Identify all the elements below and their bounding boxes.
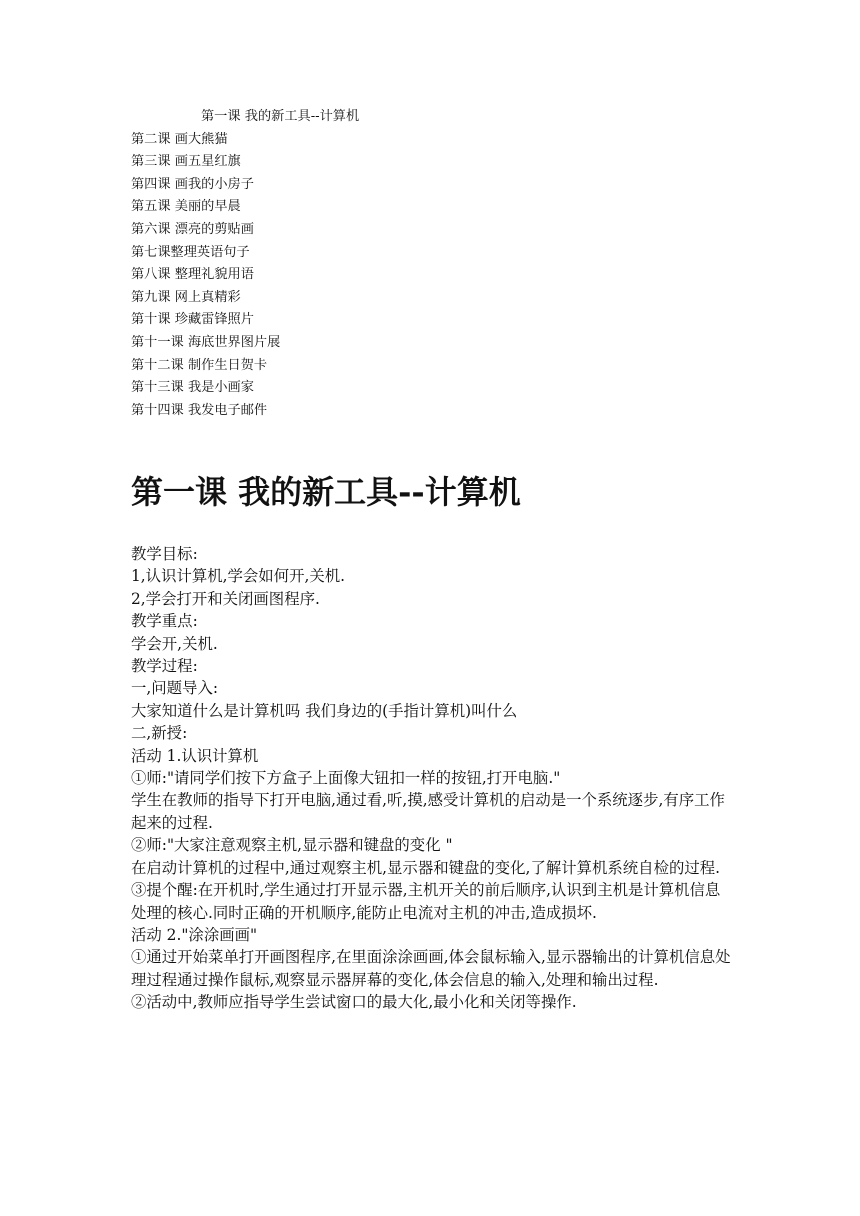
lesson-body <box>131 543 731 1014</box>
paragraph: ①通过开始菜单打开画图程序,在里面涂涂画画,体会鼠标输入,显示器输出的计算机信息处理过程通过操作鼠标,观察显示器屏幕的变化,体会信息的输入,处理和输出过程. <box>131 948 731 989</box>
toc-item: 第二课 画大熊猫 <box>131 131 228 147</box>
paragraph: 在启动计算机的过程中,通过观察主机,显示器和键盘的变化,了解计算机系统自检的过程. <box>131 858 721 877</box>
lesson-heading: 第一课 我的新工具--计算机 <box>131 473 521 511</box>
section-label-objectives: 教学目标: <box>131 545 198 563</box>
activity-heading: 活动 1.认识计算机 <box>131 746 259 765</box>
toc-item: 第十一课 海底世界图片展 <box>131 334 281 350</box>
toc-item: 第十四课 我发电子邮件 <box>131 402 268 418</box>
step-heading: 一,问题导入: <box>131 679 219 698</box>
toc-item: 第六课 漂亮的剪贴画 <box>131 221 254 237</box>
toc-item: 第七课整理英语句子 <box>131 244 250 260</box>
paragraph: 学生在教师的指导下打开电脑,通过看,听,摸,感受计算机的启动是一个系统逐步,有序工作起来的过程. <box>131 791 725 832</box>
toc-item: 第十课 珍藏雷锋照片 <box>131 312 254 328</box>
paragraph: ③提个醒:在开机时,学生通过打开显示器,主机开关的前后顺序,认识到主机是计算机信息处理的核心.同时正确的开机顺序,能防止电流对主机的冲击,造成损坏. <box>131 881 721 922</box>
table-of-contents <box>131 106 651 422</box>
activity-heading: 活动 2."涂涂画画" <box>131 925 258 944</box>
section-label-process: 教学过程: <box>131 657 198 676</box>
step-heading: 二,新授: <box>131 724 188 743</box>
toc-item: 第九课 网上真精彩 <box>131 289 241 305</box>
toc-item: 第十二课 制作生日贺卡 <box>131 357 268 373</box>
paragraph: ②活动中,教师应指导学生尝试窗口的最大化,最小化和关闭等操作. <box>131 993 577 1012</box>
objective-item: 1,认识计算机,学会如何开,关机. <box>131 567 346 586</box>
paragraph: 大家知道什么是计算机吗 我们身边的(手指计算机)叫什么 <box>131 701 518 720</box>
key-point-text: 学会开,关机. <box>131 634 218 653</box>
toc-item: 第三课 画五星红旗 <box>131 154 241 170</box>
toc-item: 第八课 整理礼貌用语 <box>131 267 254 283</box>
paragraph: ②师:"大家注意观察主机,显示器和键盘的变化 " <box>131 836 453 855</box>
toc-item: 第五课 美丽的早晨 <box>131 199 241 215</box>
paragraph: ①师:"请同学们按下方盒子上面像大钮扣一样的按钮,打开电脑." <box>131 769 561 788</box>
toc-item: 第一课 我的新工具--计算机 <box>201 109 360 124</box>
toc-item: 第十三课 我是小画家 <box>131 380 254 396</box>
section-label-key-points: 教学重点: <box>131 612 198 631</box>
objective-item: 2,学会打开和关闭画图程序. <box>131 589 320 608</box>
toc-item: 第四课 画我的小房子 <box>131 176 254 192</box>
